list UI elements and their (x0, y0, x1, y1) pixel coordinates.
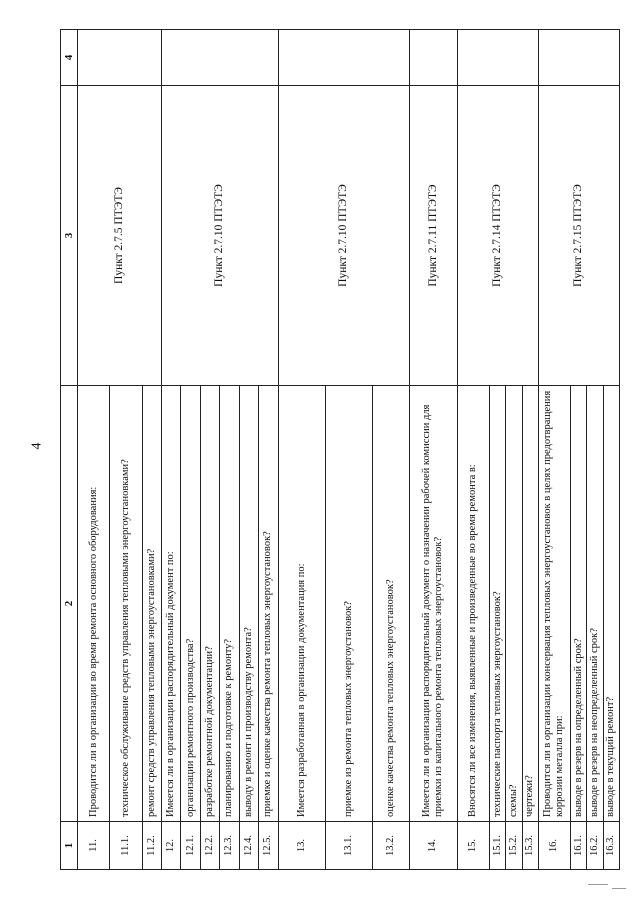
col-header-2: 2 (61, 386, 78, 822)
row-result (278, 30, 410, 86)
row-number: 11.1. (110, 822, 142, 870)
table-row (77, 30, 109, 870)
row-question: Проводится ли в организации во время ремонта основного оборудования: (77, 386, 109, 822)
row-question: выводе в текущий ремонт? (603, 386, 619, 822)
row-reference: Пункт 2.7.5 ПТЭТЭ (77, 86, 161, 386)
row-reference: Пункт 2.7.11 ПТЭТЭ (410, 86, 457, 386)
row-number: 13.1. (326, 822, 373, 870)
row-number: 15. (457, 822, 489, 870)
row-number: 16.1. (571, 822, 587, 870)
row-reference: Пункт 2.7.14 ПТЭТЭ (457, 86, 538, 386)
row-number: 15.1. (490, 822, 506, 870)
row-question: Проводится ли в организации консервация тепловых энергоустановок в целях предотвращения коррозии металла при: (538, 386, 570, 822)
row-number: 12.2. (200, 822, 219, 870)
row-number: 15.2. (506, 822, 522, 870)
row-question: планированию и подготовке к ремонту? (220, 386, 239, 822)
scan-mark (588, 884, 608, 885)
header-row (61, 30, 78, 870)
col-header-4: 4 (61, 30, 78, 86)
rotated-page (60, 30, 620, 870)
row-number: 16.3. (603, 822, 619, 870)
row-number: 12.5. (259, 822, 278, 870)
row-number: 12.4. (239, 822, 258, 870)
row-number: 14. (410, 822, 457, 870)
row-question: чертежи? (522, 386, 538, 822)
row-question: Имеется разработанная в организации документация по: (278, 386, 325, 822)
col-header-1: 1 (61, 822, 78, 870)
row-question: выводе в резерв на определенный срок? (571, 386, 587, 822)
table-row (162, 30, 181, 870)
checklist-table (60, 29, 620, 870)
row-question: приемке и оценке качества ремонта тепловых энергоустановок? (259, 386, 278, 822)
row-number: 15.3. (522, 822, 538, 870)
row-question: приемке из ремонта тепловых энергоустановок? (326, 386, 373, 822)
row-question: оценке качества ремонта тепловых энергоустановок? (373, 386, 410, 822)
col-header-3: 3 (61, 86, 78, 386)
table-row (410, 30, 457, 870)
row-question: технические паспорта тепловых энергоустановок? (490, 386, 506, 822)
row-number: 12.1. (181, 822, 200, 870)
row-reference: Пункт 2.7.10 ПТЭТЭ (278, 86, 410, 386)
row-result (457, 30, 538, 86)
row-number: 12. (162, 822, 181, 870)
row-question: выводу в ремонт и производству ремонта? (239, 386, 258, 822)
row-question: ремонт средств управления тепловыми энергоустановками? (142, 386, 161, 822)
row-question: схемы? (506, 386, 522, 822)
row-question: Вносятся ли все изменения, выявленные и произведенные во время ремонта в: (457, 386, 489, 822)
row-question: техническое обслуживание средств управления тепловыми энергоустановками? (110, 386, 142, 822)
row-number: 13. (278, 822, 325, 870)
row-result (538, 30, 619, 86)
row-question: Имеется ли в организации распорядительный документ по: (162, 386, 181, 822)
row-number: 11.2. (142, 822, 161, 870)
row-reference: Пункт 2.7.10 ПТЭТЭ (162, 86, 279, 386)
row-question: выводе в резерв на неопределенный срок? (587, 386, 603, 822)
row-result (77, 30, 161, 86)
scan-mark (612, 888, 626, 889)
table-row (278, 30, 325, 870)
row-question: разработке ремонтной документации? (200, 386, 219, 822)
row-number: 12.3. (220, 822, 239, 870)
row-result (162, 30, 279, 86)
row-question: Имеется ли в организации распорядительный документ о назначении рабочей комиссии для приемки из капитального ремонта тепловых энергоустановок? (410, 386, 457, 822)
table-row (538, 30, 570, 870)
row-question: организации ремонтного производства? (181, 386, 200, 822)
table-row (457, 30, 489, 870)
row-number: 16. (538, 822, 570, 870)
row-result (410, 30, 457, 86)
row-number: 16.2. (587, 822, 603, 870)
row-number: 13.2. (373, 822, 410, 870)
page-number: 4 (29, 442, 45, 450)
row-number: 11. (77, 822, 109, 870)
row-reference: Пункт 2.7.15 ПТЭТЭ (538, 86, 619, 386)
